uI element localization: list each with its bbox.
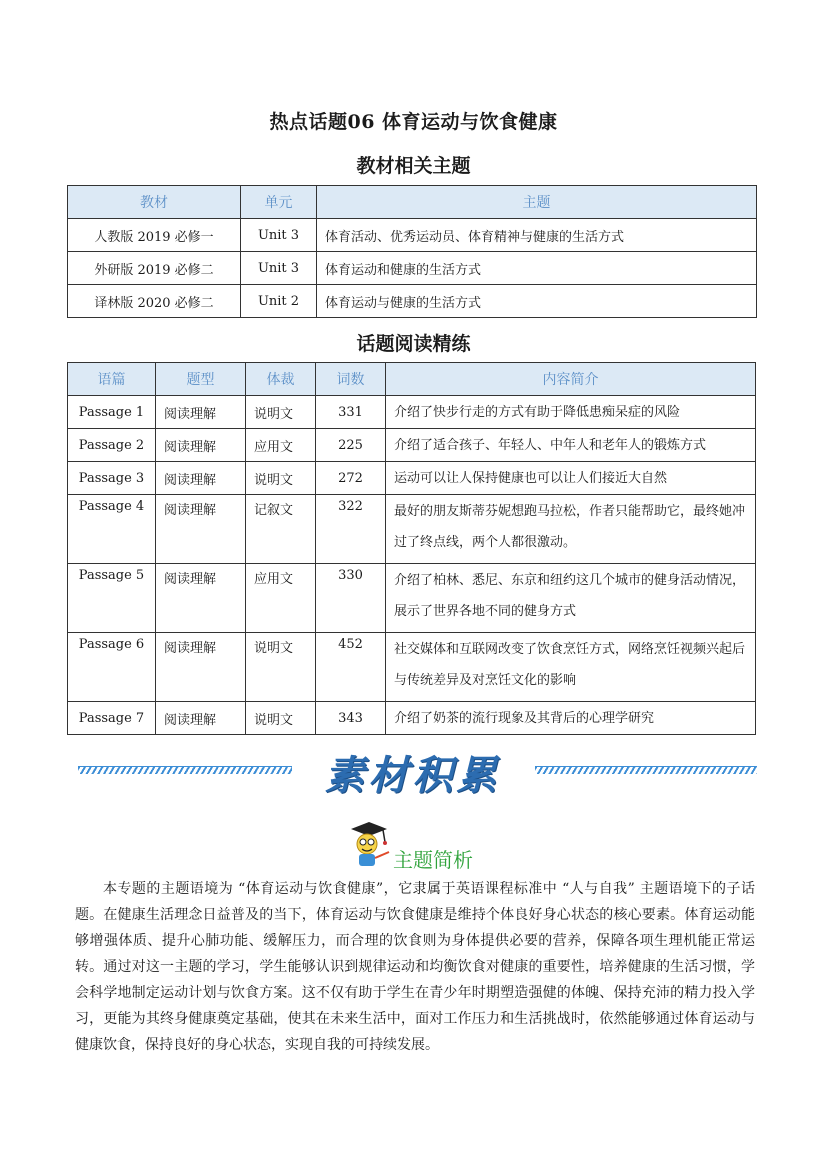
table-cell: 译林版 2020 必修二: [68, 285, 241, 318]
banner-title: 素材积累: [324, 752, 501, 799]
column-header: 内容简介: [386, 363, 756, 396]
table-cell: 介绍了快步行走的方式有助于降低患痴呆症的风险: [386, 396, 756, 429]
reading-passages-table: [67, 362, 756, 735]
table-cell: 记叙文: [246, 495, 316, 564]
column-header: 教材: [68, 186, 241, 219]
column-header: 题型: [156, 363, 246, 396]
column-header: 单元: [241, 186, 317, 219]
table-cell: 社交媒体和互联网改变了饮食烹饪方式，网络烹饪视频兴起后与传统差异及对烹饪文化的影响: [386, 633, 756, 702]
table-row: [68, 285, 757, 318]
table-cell: 272: [316, 462, 386, 495]
table-cell: 说明文: [246, 396, 316, 429]
column-header: 主题: [317, 186, 757, 219]
table-row: [68, 429, 756, 462]
table-cell: Unit 3: [241, 219, 317, 252]
table-cell: 说明文: [246, 702, 316, 735]
table-cell: Passage 2: [68, 429, 156, 462]
table-cell: 说明文: [246, 462, 316, 495]
table-row: [68, 219, 757, 252]
table-cell: Unit 3: [241, 252, 317, 285]
table-cell: 运动可以让人保持健康也可以让人们接近大自然: [386, 462, 756, 495]
table-cell: 阅读理解: [156, 429, 246, 462]
table-cell: 外研版 2019 必修二: [68, 252, 241, 285]
table-cell: Passage 3: [68, 462, 156, 495]
table-cell: 阅读理解: [156, 633, 246, 702]
table-cell: Passage 7: [68, 702, 156, 735]
table-cell: Passage 5: [68, 564, 156, 633]
column-header: 体裁: [246, 363, 316, 396]
table-cell: 阅读理解: [156, 702, 246, 735]
table-row: [68, 495, 756, 564]
paragraph-text: 本专题的主题语境为 “体育运动与饮食健康”，它隶属于英语课程标准中 “人与自我” 主题语境下的子话题。在健康生活理念日益普及的当下，体育运动与饮食健康是维持个体良好身心状态的核心要素。体育运动能够增强体质、提升心肺功能、缓解压力，而合理的饮食则为身体提供必要的营养，保障各项生理机能正常运转。通过对这一主题的学习，学生能够认识到规律运动和均衡饮食对健康的重要性，培养健康的生活习惯，学会科学地制定运动计划与饮食方案。这不仅有助于学生在青少年时期塑造强健的体魄、保持充沛的精力投入学习，更能为其终身健康奠定基础，使其在未来生活中，面对工作压力和生活挑战时，依然能够通过体育运动与健康饮食，保持良好的身心状态，实现自我的可持续发展。: [75, 881, 755, 1053]
section-title-reading: 话题阅读精练: [356, 333, 471, 355]
table-cell: 介绍了奶茶的流行现象及其背后的心理学研究: [386, 702, 756, 735]
table-cell: 330: [316, 564, 386, 633]
table-cell: 应用文: [246, 429, 316, 462]
table-cell: 452: [316, 633, 386, 702]
table-cell: 331: [316, 396, 386, 429]
table-cell: 介绍了适合孩子、年轻人、中年人和老年人的锻炼方式: [386, 429, 756, 462]
table-cell: 体育运动与健康的生活方式: [317, 285, 757, 318]
table-cell: Passage 6: [68, 633, 156, 702]
theme-analysis-label: 主题简析: [393, 848, 473, 872]
table-cell: Unit 2: [241, 285, 317, 318]
table-row: [68, 633, 756, 702]
table-row: [68, 252, 757, 285]
table-row: [68, 396, 756, 429]
table-cell: 应用文: [246, 564, 316, 633]
banner-divider-right: [535, 766, 757, 774]
table-cell: 介绍了柏林、悉尼、东京和纽约这几个城市的健身活动情况，展示了世界各地不同的健身方式: [386, 564, 756, 633]
table-header-row: [68, 186, 757, 219]
table-cell: 343: [316, 702, 386, 735]
table-cell: 阅读理解: [156, 462, 246, 495]
table-cell: 最好的朋友斯蒂芬妮想跑马拉松，作者只能帮助它，最终她冲过了终点线，两个人都很激动。: [386, 495, 756, 564]
table-cell: 322: [316, 495, 386, 564]
textbook-topic-table: [67, 185, 757, 318]
table-row: [68, 702, 756, 735]
table-header-row: [68, 363, 756, 396]
column-header: 语篇: [68, 363, 156, 396]
table-cell: Passage 4: [68, 495, 156, 564]
material-banner: [0, 748, 827, 808]
table-row: [68, 462, 756, 495]
table-cell: 人教版 2019 必修一: [68, 219, 241, 252]
scholar-icon: [345, 820, 391, 868]
page-title: 热点话题06 体育运动与饮食健康: [269, 111, 558, 133]
banner-divider-left: [78, 766, 292, 774]
table-cell: 阅读理解: [156, 396, 246, 429]
table-row: [68, 564, 756, 633]
table-cell: 体育运动和健康的生活方式: [317, 252, 757, 285]
theme-paragraph: [75, 876, 755, 1058]
table-cell: 阅读理解: [156, 495, 246, 564]
table-cell: Passage 1: [68, 396, 156, 429]
table-cell: 225: [316, 429, 386, 462]
table-cell: 说明文: [246, 633, 316, 702]
column-header: 词数: [316, 363, 386, 396]
table-cell: 体育活动、优秀运动员、体育精神与健康的生活方式: [317, 219, 757, 252]
table-cell: 阅读理解: [156, 564, 246, 633]
theme-analysis-heading: [345, 820, 505, 870]
section-title-textbook: 教材相关主题: [356, 155, 471, 177]
